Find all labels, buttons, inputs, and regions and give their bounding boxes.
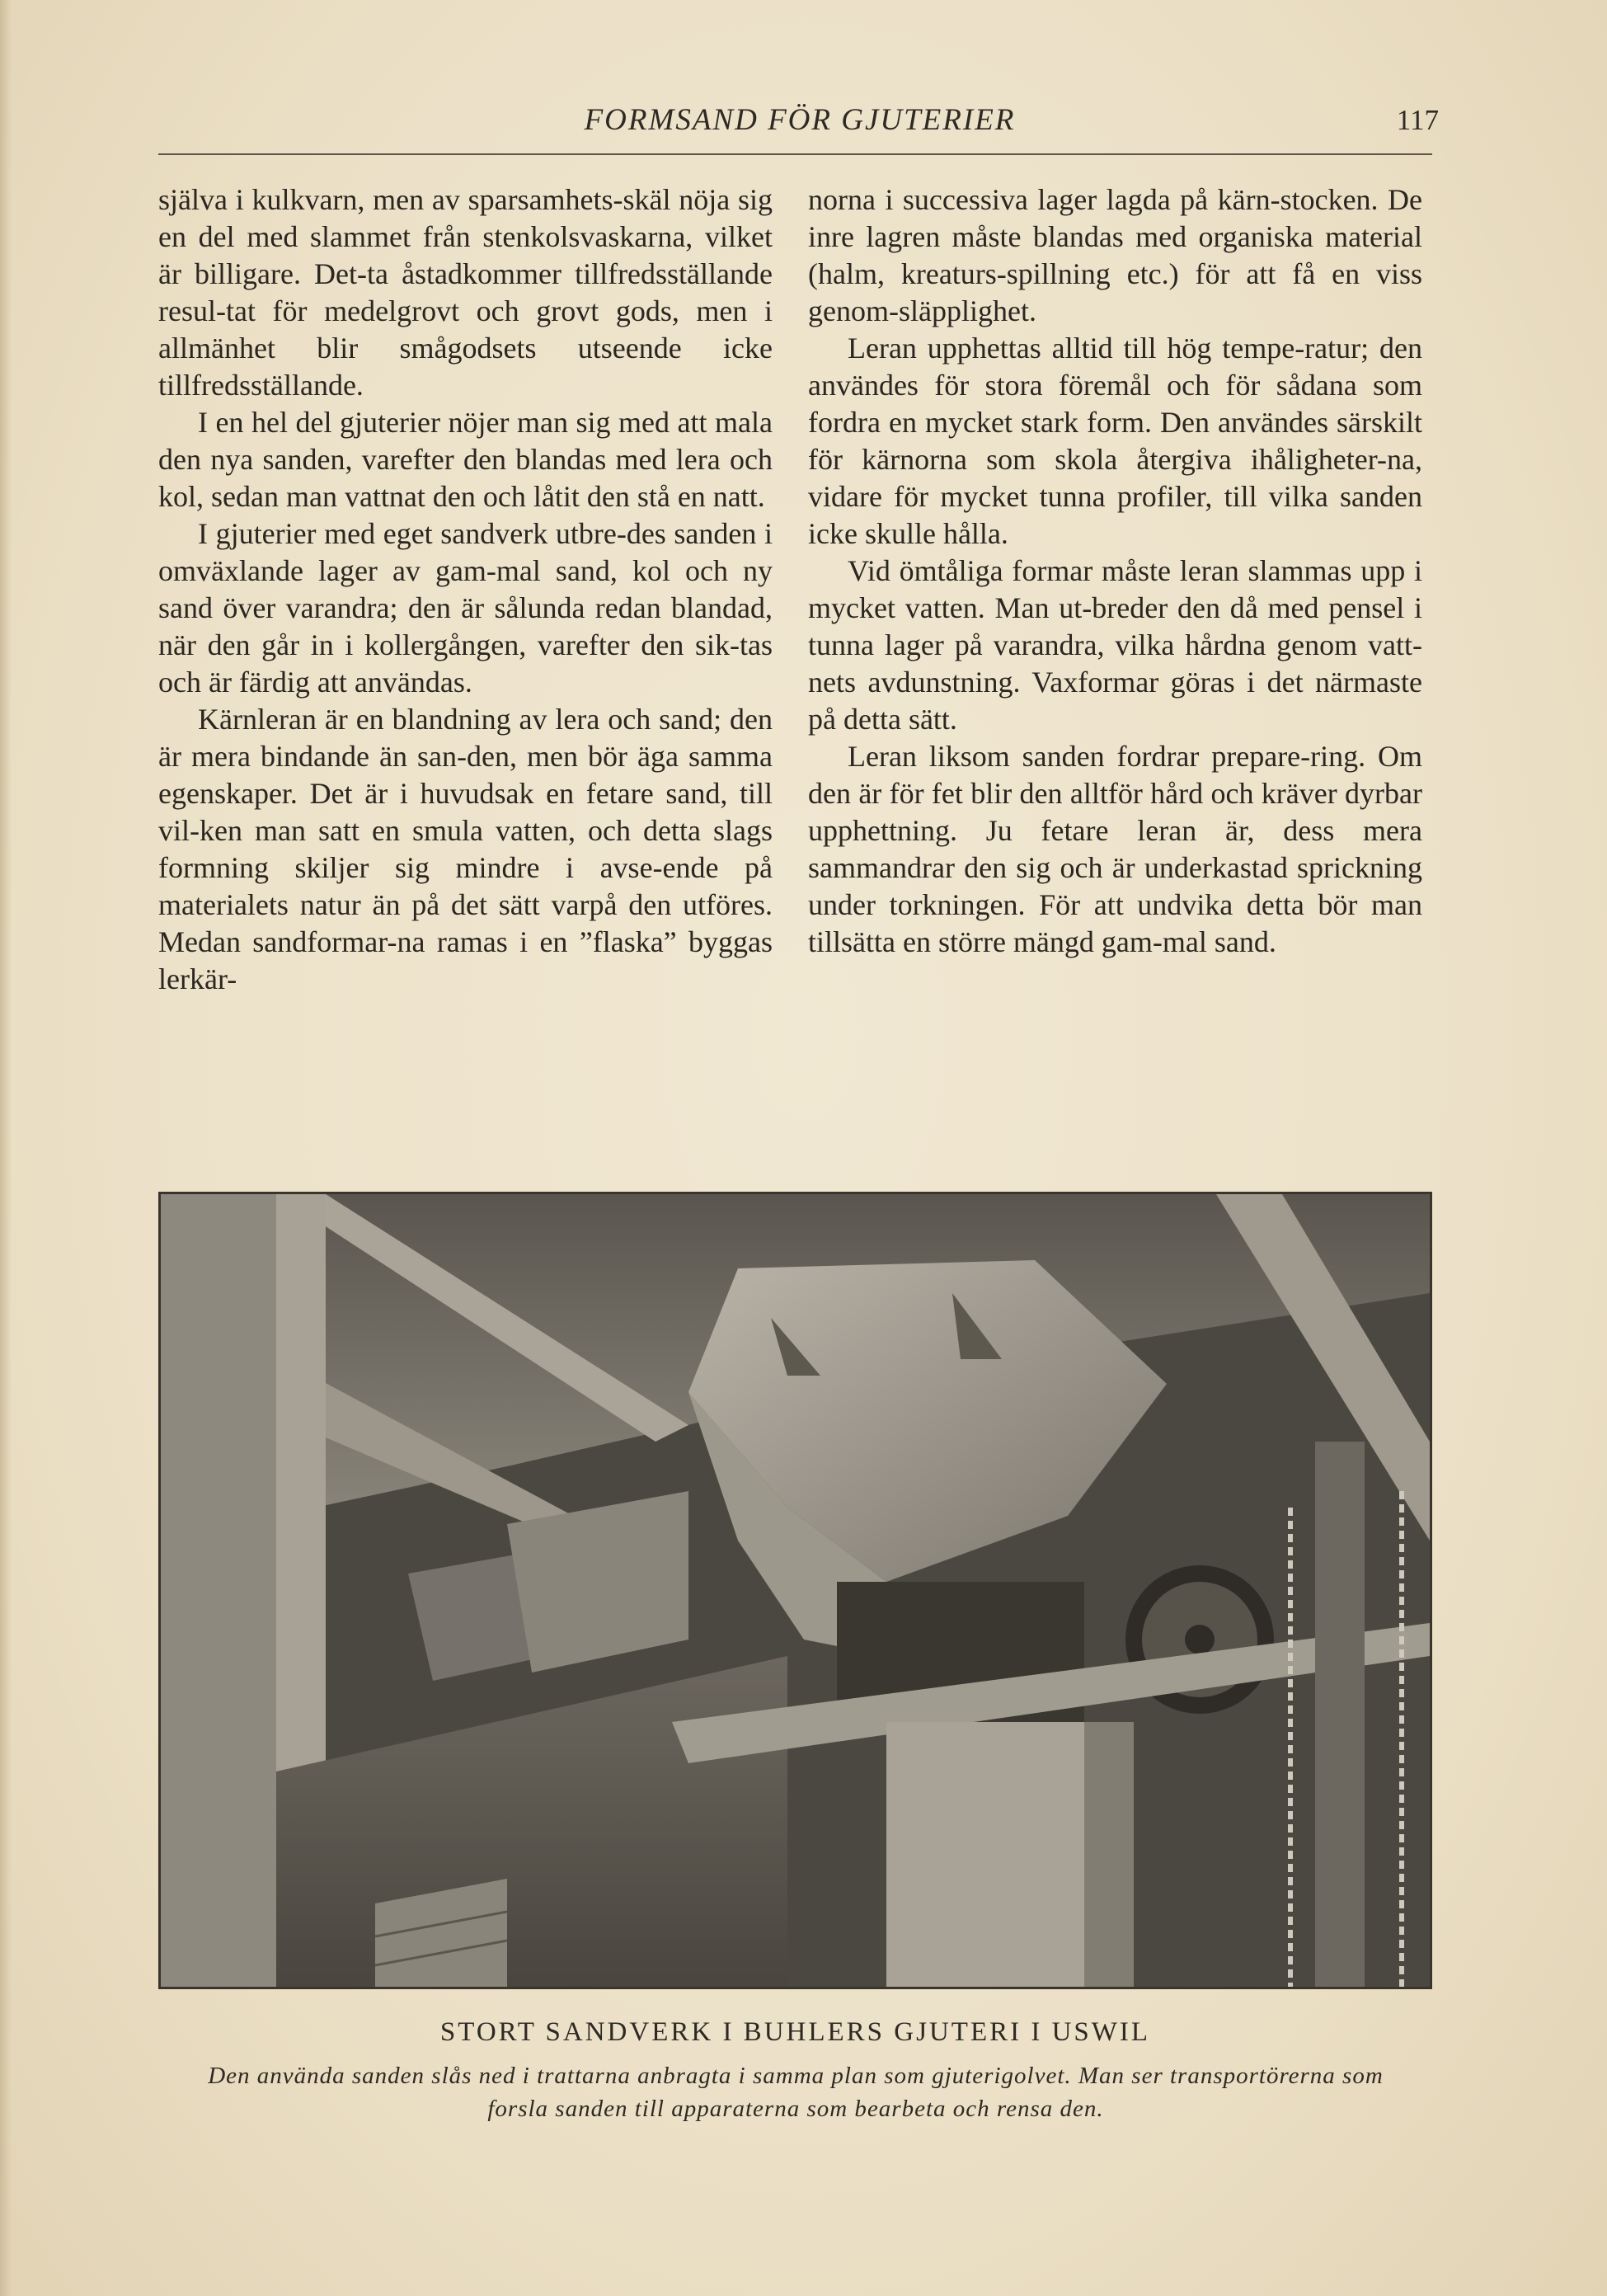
paragraph: norna i successiva lager lagda på kärn-stocken. De inre lagren måste blandas med organiska material (halm, kreaturs-spillning etc.) för att få en viss genom-släpplighet.: [808, 183, 1422, 327]
paragraph: Leran upphettas alltid till hög tempe-ratur; den användes för stora föremål och för sådana som fordra en mycket stark form. Den användes särskilt för kärnorna som skola återgiva ihåligheter-na, vidare för mycket tunna profiler, till vilka sanden icke skulle hålla.: [808, 332, 1422, 550]
photo-illustration: [161, 1194, 1430, 1987]
right-text-column: [808, 181, 1422, 961]
sandworks-photograph: [158, 1192, 1432, 1989]
figure-caption-title: STORT SANDVERK I BUHLERS GJUTERI I USWIL: [439, 2017, 1151, 2047]
paragraph: Leran liksom sanden fordrar prepare-ring. Om den är för fet blir den alltför hård och kräver dyrbar upphettning. Ju fetare leran är, dess mera sammandrar den sig och är underkastad sprickning under torkningen. För att undvika detta bör man tillsätta en större mängd gam-mal sand.: [808, 740, 1422, 958]
paragraph: Vid ömtåliga formar måste leran slammas upp i mycket vatten. Man ut-breder den då med pensel i tunna lager på varandra, vilka hårdna genom vatt-nets avdunstning. Vaxformar göras i det närmaste på detta sätt.: [808, 554, 1422, 736]
paragraph: själva i kulkvarn, men av sparsamhets-skäl nöja sig en del med slammet från stenkolsvaskarna, vilket är billigare. Det-ta åstadkommer tillfredsställande resul-tat för medelgrovt och grovt gods, men i allmänhet blir smågodsets utseende icke tillfredsställande.: [158, 183, 773, 402]
paragraph: I gjuterier med eget sandverk utbre-des sanden i omväxlande lager av gam-mal sand, kol och ny sand över varandra; den är sålunda redan blandad, när den går in i kollergången, varefter den sik-tas och är färdig att användas.: [158, 517, 773, 699]
page-number: 117: [1396, 104, 1439, 136]
figure-caption-text: Den använda sanden slås ned i trattarna anbragta i samma plan som gjuterigolvet. Man ser transportörerna som forsla sanden till apparaterna som bearbeta och rensa den.: [208, 2063, 1384, 2122]
left-text-column: [158, 181, 773, 998]
paragraph: I en hel del gjuterier nöjer man sig med att mala den nya sanden, varefter den blandas med lera och kol, sedan man vattnat den och låtit den stå en natt.: [158, 406, 773, 513]
header-rule: [158, 153, 1432, 155]
page-edge-shadow: [0, 0, 12, 2296]
paragraph: Kärnleran är en blandning av lera och sand; den är mera bindande än san-den, men bör äga samma egenskaper. Det är i huvudsak en fetare sand, till vil-ken man satt en smula vatten, och detta slags formning skiljer sig mindre i avse-ende på materialets natur än på det sätt varpå den utföres. Medan sandformar-na ramas i en ”flaska” byggas lerkär-: [158, 703, 773, 995]
running-header-title: FORMSAND FÖR GJUTERIER: [584, 103, 1016, 137]
